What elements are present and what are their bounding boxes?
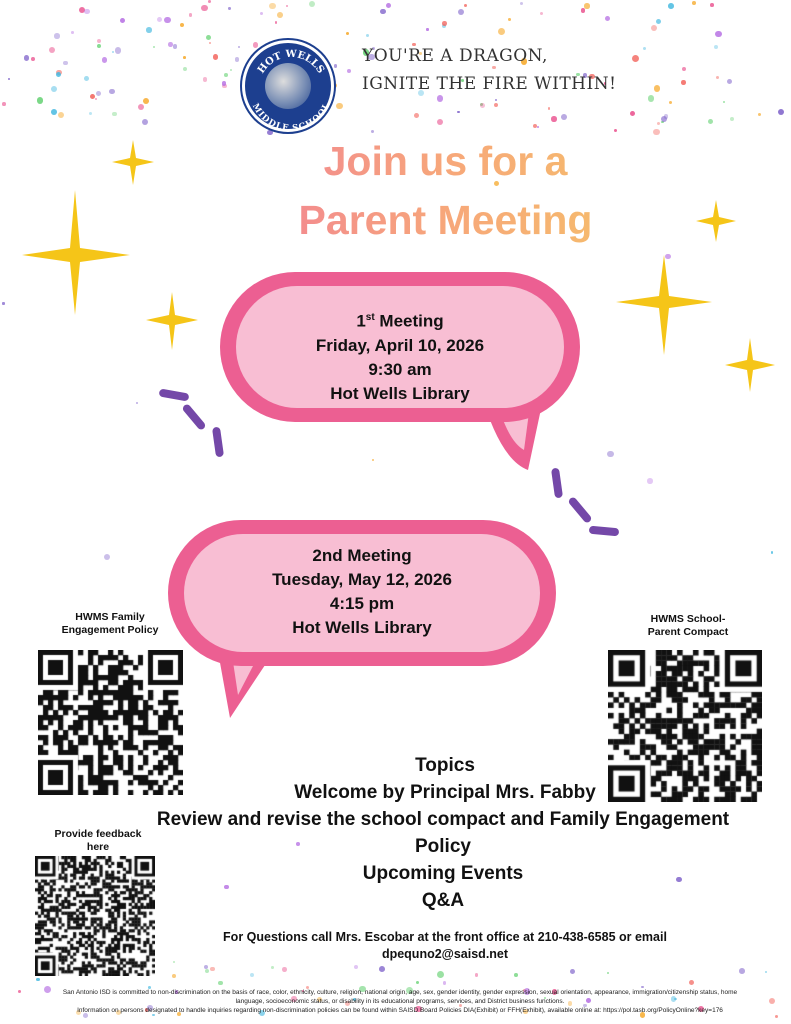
qr-right-label: HWMS School- Parent Compact xyxy=(647,613,729,638)
slogan-line-2: IGNITE THE FIRE WITHIN! xyxy=(362,74,617,94)
title-line-2: Parent Meeting xyxy=(100,197,791,244)
footer-line-2: language, socioeconomic status, or disability in its educational programs, services, and District business functions. xyxy=(235,998,565,1005)
topics-list xyxy=(98,806,788,914)
confetti-dot xyxy=(739,968,745,974)
confetti-dot xyxy=(379,966,385,972)
meeting-1-time: 9:30 am xyxy=(368,359,432,379)
topic-item: Policy xyxy=(415,836,471,857)
confetti-dot xyxy=(765,971,767,973)
contact-email[interactable]: dpequno2@saisd.net xyxy=(381,947,509,961)
confetti-dot xyxy=(104,554,110,560)
contact-phone: For Questions call Mrs. Escobar at the front office at 210-438-6585 or email xyxy=(223,930,667,944)
slogan-line-1: YOU'RE A DRAGON, xyxy=(362,46,548,66)
title-line-1: Join us for a xyxy=(100,138,791,185)
topics-section xyxy=(100,752,790,806)
meeting-2-date: Tuesday, May 12, 2026 xyxy=(272,570,452,589)
meeting-1-location: Hot Wells Library xyxy=(330,383,470,403)
confetti-dot xyxy=(771,551,773,553)
qr-left-label: HWMS Family Engagement Policy xyxy=(61,611,159,636)
star-icon xyxy=(696,200,736,242)
meeting-2-time: 4:15 pm xyxy=(329,594,395,613)
confetti-dot xyxy=(689,980,694,985)
confetti-dot xyxy=(775,1015,778,1018)
meeting-2-bubble xyxy=(168,520,556,666)
confetti-dot xyxy=(607,972,610,975)
confetti-dot xyxy=(282,967,287,972)
meeting-1-date: Friday, April 10, 2026 xyxy=(315,335,485,355)
confetti-dot xyxy=(372,459,374,461)
meeting-1-label: 1st Meeting xyxy=(356,311,444,331)
topic-item: Q&A xyxy=(421,890,465,911)
nondiscrimination-footer xyxy=(20,988,780,1015)
confetti-dot xyxy=(271,966,274,969)
meeting-2-label: 2nd Meeting xyxy=(312,546,412,565)
topic-item: Welcome by Principal Mrs. Fabby xyxy=(294,782,596,803)
confetti-dot xyxy=(475,973,479,977)
logo-text-bottom: MIDDLE SCHOOL xyxy=(249,101,333,134)
confetti-dot xyxy=(570,969,575,974)
dash-decoration xyxy=(212,427,224,458)
confetti-dot xyxy=(250,973,254,977)
confetti-dot xyxy=(607,451,613,457)
confetti-dot xyxy=(416,981,419,984)
confetti-dot xyxy=(205,969,209,973)
confetti-dot xyxy=(218,981,223,986)
confetti-dot xyxy=(204,965,208,969)
dash-decoration xyxy=(567,496,592,524)
policy-link[interactable]: https://pol.tasb.org/PolicyOnline?key=176 xyxy=(603,1007,723,1014)
confetti-dot xyxy=(514,973,518,977)
star-icon xyxy=(22,190,130,315)
dash-decoration xyxy=(589,526,620,537)
meeting-1-bubble xyxy=(220,272,580,422)
star-icon xyxy=(112,140,154,185)
footer-line-3: Information on persons designated to handle inquiries regarding non-discrimination policies can be found within SAISD Board Policies DIA(Exhibit) or FFH(Exhibit), available online at: https://pol.tasb.org/PolicyOnline?key=176 xyxy=(77,1007,723,1014)
star-icon xyxy=(146,292,198,350)
topic-item: Upcoming Events xyxy=(362,863,524,884)
confetti-dot xyxy=(354,965,358,969)
confetti-dot xyxy=(443,981,447,985)
logo-text-top: HOT WELLS xyxy=(255,48,327,76)
footer-line-1: San Antonio ISD is committed to non-discrimination on the basis of race, color, ethnicity, culture, religion, national origin, age, sex, gender identity, gender expression, sexual orientation, appearance, immigration/citizenship status, home xyxy=(62,989,738,996)
confetti-dot xyxy=(36,978,39,981)
contact-info xyxy=(150,929,740,963)
confetti-dot xyxy=(172,974,176,978)
confetti-dot xyxy=(437,971,444,978)
topics-heading: Topics xyxy=(415,755,475,776)
meeting-2-location: Hot Wells Library xyxy=(292,618,432,637)
topic-item: Review and revise the school compact and Family Engagement xyxy=(156,809,730,830)
confetti-dot xyxy=(647,478,652,483)
qr-feedback-label: Provide feedback here xyxy=(54,828,142,853)
confetti-dot xyxy=(210,967,214,971)
star-icon xyxy=(725,338,775,392)
star-icon xyxy=(616,255,712,355)
